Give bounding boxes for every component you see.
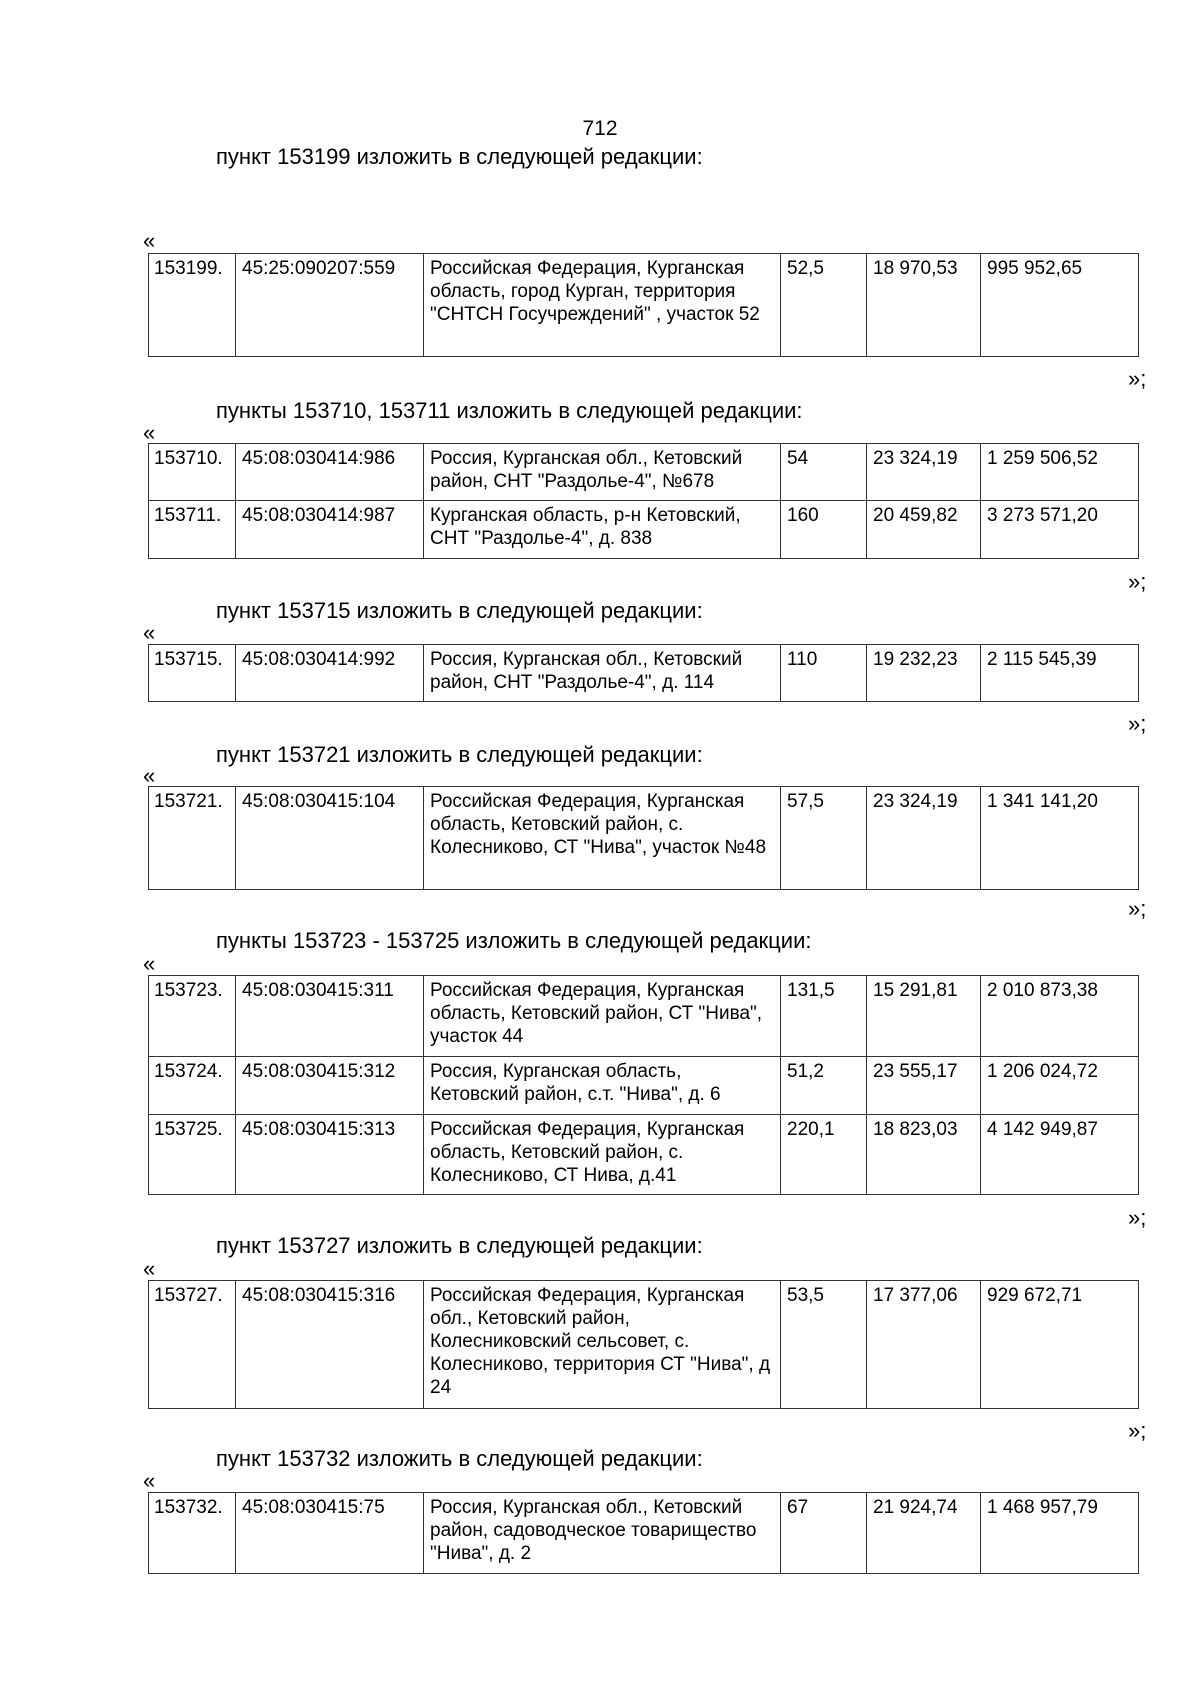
- cadastral-number-cell: 45:08:030415:316: [236, 1281, 424, 1409]
- area-cell: 131,5: [781, 976, 867, 1057]
- row-number-cell: 153721.: [149, 787, 236, 890]
- row-number-cell: 153723.: [149, 976, 236, 1057]
- table-row: [149, 1281, 1139, 1409]
- row-number-cell: 153732.: [149, 1493, 236, 1574]
- cadastral-value-cell: 3 273 571,20: [981, 501, 1139, 559]
- cadastral-value-cell: 1 341 141,20: [981, 787, 1139, 890]
- row-number-cell: 153199.: [149, 254, 236, 357]
- area-cell: 160: [781, 501, 867, 559]
- amendment-heading: пункты 153710, 153711 изложить в следующей редакции:: [216, 398, 803, 423]
- table-row: [149, 976, 1139, 1057]
- amendment-table: [148, 644, 1139, 702]
- table-row: [149, 787, 1139, 890]
- cadastral-value-cell: 1 259 506,52: [981, 444, 1139, 501]
- rate-cell: 21 924,74: [867, 1493, 981, 1574]
- amendment-heading: пункт 153199 изложить в следующей редакции:: [216, 144, 703, 169]
- cadastral-number-cell: 45:25:090207:559: [236, 254, 424, 357]
- amendment-heading: пункт 153727 изложить в следующей редакции:: [216, 1233, 703, 1258]
- amendment-table: [148, 786, 1139, 890]
- address-cell: Россия, Курганская обл., Кетовский район, садоводческое товарищество "Нива", д. 2: [424, 1493, 781, 1574]
- opening-quote: «: [143, 763, 156, 788]
- opening-quote: «: [143, 1256, 156, 1281]
- cadastral-number-cell: 45:08:030414:986: [236, 444, 424, 501]
- address-cell: Россия, Курганская область, Кетовский район, с.т. "Нива", д. 6: [424, 1057, 781, 1115]
- address-cell: Российская Федерация, Курганская обл., Кетовский район, Колесниковский сельсовет, с. Колесниково, территория СТ "Нива", д 24: [424, 1281, 781, 1409]
- table-row: [149, 1115, 1139, 1195]
- cadastral-number-cell: 45:08:030415:75: [236, 1493, 424, 1574]
- closing-quote: »;: [1128, 1205, 1147, 1230]
- amendment-heading: пункт 153715 изложить в следующей редакции:: [216, 598, 703, 623]
- amendment-table: [148, 975, 1139, 1195]
- rate-cell: 18 970,53: [867, 254, 981, 357]
- amendment-table: [148, 443, 1139, 559]
- address-cell: Россия, Курганская обл., Кетовский район, СНТ "Раздолье-4", №678: [424, 444, 781, 501]
- rate-cell: 23 324,19: [867, 787, 981, 890]
- area-cell: 57,5: [781, 787, 867, 890]
- row-number-cell: 153725.: [149, 1115, 236, 1195]
- table-row: [149, 645, 1139, 702]
- opening-quote: «: [143, 620, 156, 645]
- cadastral-value-cell: 1 206 024,72: [981, 1057, 1139, 1115]
- area-cell: 51,2: [781, 1057, 867, 1115]
- cadastral-number-cell: 45:08:030415:312: [236, 1057, 424, 1115]
- table-row: [149, 254, 1139, 357]
- row-number-cell: 153715.: [149, 645, 236, 702]
- cadastral-value-cell: 2 010 873,38: [981, 976, 1139, 1057]
- cadastral-number-cell: 45:08:030414:992: [236, 645, 424, 702]
- area-cell: 52,5: [781, 254, 867, 357]
- area-cell: 67: [781, 1493, 867, 1574]
- closing-quote: »;: [1128, 711, 1147, 736]
- area-cell: 54: [781, 444, 867, 501]
- amendment-heading: пункт 153732 изложить в следующей редакции:: [216, 1446, 703, 1471]
- area-cell: 110: [781, 645, 867, 702]
- cadastral-value-cell: 2 115 545,39: [981, 645, 1139, 702]
- cadastral-number-cell: 45:08:030415:313: [236, 1115, 424, 1195]
- table-row: [149, 1057, 1139, 1115]
- closing-quote: »;: [1128, 366, 1147, 391]
- opening-quote: «: [143, 228, 156, 253]
- amendment-table: [148, 1492, 1139, 1574]
- row-number-cell: 153711.: [149, 501, 236, 559]
- rate-cell: 20 459,82: [867, 501, 981, 559]
- table-row: [149, 444, 1139, 501]
- table-row: [149, 1493, 1139, 1574]
- amendment-heading: пункты 153723 - 153725 изложить в следующей редакции:: [216, 928, 812, 953]
- row-number-cell: 153710.: [149, 444, 236, 501]
- opening-quote: «: [143, 951, 156, 976]
- amendment-heading: пункт 153721 изложить в следующей редакции:: [216, 742, 703, 767]
- cadastral-value-cell: 4 142 949,87: [981, 1115, 1139, 1195]
- address-cell: Российская Федерация, Курганская область, Кетовский район, с. Колесниково, СТ "Нива", участок №48: [424, 787, 781, 890]
- closing-quote: »;: [1128, 1418, 1147, 1443]
- rate-cell: 18 823,03: [867, 1115, 981, 1195]
- area-cell: 220,1: [781, 1115, 867, 1195]
- address-cell: Россия, Курганская обл., Кетовский район, СНТ "Раздолье-4", д. 114: [424, 645, 781, 702]
- opening-quote: «: [143, 1468, 156, 1493]
- area-cell: 53,5: [781, 1281, 867, 1409]
- closing-quote: »;: [1128, 896, 1147, 921]
- cadastral-number-cell: 45:08:030414:987: [236, 501, 424, 559]
- row-number-cell: 153727.: [149, 1281, 236, 1409]
- address-cell: Российская Федерация, Курганская область, город Курган, территория "СНТСН Госучреждений" , участок 52: [424, 254, 781, 357]
- cadastral-value-cell: 1 468 957,79: [981, 1493, 1139, 1574]
- table-row: [149, 501, 1139, 559]
- page-number: 712: [582, 117, 618, 140]
- address-cell: Курганская область, р-н Кетовский, СНТ "Раздолье-4", д. 838: [424, 501, 781, 559]
- rate-cell: 15 291,81: [867, 976, 981, 1057]
- row-number-cell: 153724.: [149, 1057, 236, 1115]
- amendment-table: [148, 253, 1139, 357]
- rate-cell: 23 555,17: [867, 1057, 981, 1115]
- cadastral-number-cell: 45:08:030415:311: [236, 976, 424, 1057]
- closing-quote: »;: [1128, 569, 1147, 594]
- cadastral-value-cell: 929 672,71: [981, 1281, 1139, 1409]
- amendment-table: [148, 1280, 1139, 1409]
- rate-cell: 19 232,23: [867, 645, 981, 702]
- address-cell: Российская Федерация, Курганская область, Кетовский район, СТ "Нива", участок 44: [424, 976, 781, 1057]
- cadastral-value-cell: 995 952,65: [981, 254, 1139, 357]
- opening-quote: «: [143, 420, 156, 445]
- rate-cell: 17 377,06: [867, 1281, 981, 1409]
- rate-cell: 23 324,19: [867, 444, 981, 501]
- cadastral-number-cell: 45:08:030415:104: [236, 787, 424, 890]
- address-cell: Российская Федерация, Курганская область, Кетовский район, с. Колесниково, СТ Нива, д.41: [424, 1115, 781, 1195]
